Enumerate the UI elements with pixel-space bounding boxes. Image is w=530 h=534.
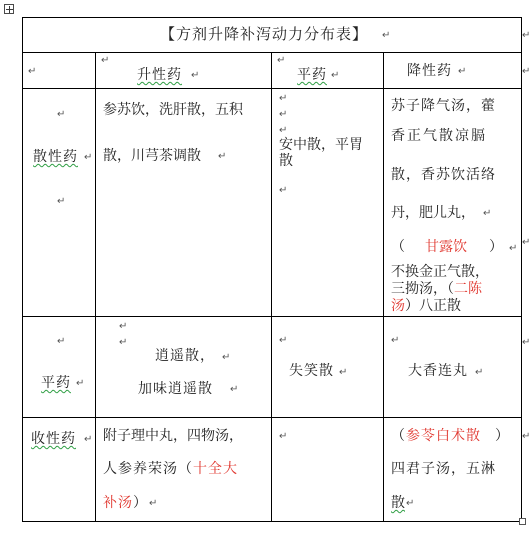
paragraph-mark: ↵ (84, 152, 93, 163)
paragraph-mark: ↵ (279, 93, 288, 104)
paragraph-mark: ↵ (279, 431, 288, 442)
paragraph-mark: ↵ (57, 336, 66, 347)
ping-sheng-line2: 加味逍遥散 (138, 381, 213, 397)
paragraph-mark: ↵ (149, 498, 158, 509)
table-title: 【方剂升降补泻动力分布表】 (160, 25, 369, 43)
table-border (22, 17, 522, 18)
paragraph-mark: ↵ (28, 66, 37, 77)
paragraph-mark: ↵ (230, 384, 239, 395)
paragraph-mark: ↵ (279, 335, 288, 346)
highlight-shenling: 参苓白术散 (406, 428, 481, 444)
paragraph-mark: ↵ (391, 335, 400, 346)
table-resize-handle[interactable] (519, 518, 526, 525)
header-sheng: 升性药 (137, 67, 182, 83)
paragraph-mark: ↵ (101, 55, 110, 66)
paragraph-mark: ↵ (191, 70, 200, 81)
paragraph-mark: ↵ (522, 237, 530, 248)
san-ping-line2: 散 (279, 153, 293, 169)
paragraph-mark: ↵ (277, 55, 286, 66)
highlight-erchen: 二陈 (454, 281, 482, 297)
table-border (22, 52, 522, 53)
table-border (22, 417, 522, 418)
paragraph-mark: ↵ (279, 185, 288, 196)
paragraph-mark: ↵ (522, 30, 530, 41)
san-jiang-line6: 不换金正气散， (391, 264, 489, 280)
paragraph-mark: ↵ (279, 109, 288, 120)
paragraph-mark: ↵ (279, 125, 288, 136)
san-jiang-line2: 香正气散凉膈 (391, 128, 487, 144)
shou-jiang-line2: 四君子汤，五淋 (391, 461, 496, 477)
table-border (22, 17, 23, 522)
paragraph-mark: ↵ (76, 378, 85, 389)
san-sheng-text1: 参苏饮，洗肝散，五积 (103, 102, 243, 118)
ping-sheng-line1: 逍遥散， (155, 348, 215, 364)
table-border (95, 52, 96, 522)
paragraph-mark: ↵ (522, 431, 530, 442)
table-border (22, 88, 522, 89)
header-jiang: 降性药 (407, 63, 452, 79)
paragraph-mark: ↵ (522, 66, 530, 77)
shou-jiang-line3: 散 (391, 495, 405, 511)
table-border (521, 17, 522, 522)
san-sheng-line1 (103, 103, 243, 117)
san-jiang-line4: 丹，肥儿丸， (391, 205, 475, 221)
paragraph-mark: ↵ (57, 109, 66, 120)
paragraph-mark: ↵ (57, 196, 66, 207)
table-border (22, 316, 522, 317)
san-jiang-line5: （ 甘露饮 ） (391, 239, 503, 255)
paragraph-mark: ↵ (84, 434, 93, 445)
shou-jiang-line1: （参苓白术散 ） (391, 428, 510, 444)
san-jiang-line7: 三拗汤，（二陈 (391, 281, 482, 297)
paragraph-mark: ↵ (406, 498, 415, 509)
paragraph-mark: ↵ (382, 30, 391, 41)
paragraph-mark: ↵ (483, 208, 492, 219)
highlight-ganluyin: 甘露饮 (425, 239, 467, 255)
shou-sheng-line3: 补汤） (103, 495, 148, 511)
paragraph-mark: ↵ (458, 66, 467, 77)
paragraph-mark: ↵ (509, 243, 518, 254)
san-sheng-line2: 散，川芎茶调散 (103, 148, 201, 164)
ping-ping-text: 失笑散 (289, 363, 334, 379)
paragraph-mark: ↵ (222, 352, 231, 363)
table-border (22, 521, 522, 522)
san-jiang-line3: 散，香苏饮活络 (391, 167, 496, 183)
shou-sheng-line1: 附子理中丸，四物汤， (103, 428, 243, 444)
paragraph-mark: ↵ (218, 151, 227, 162)
paragraph-mark: ↵ (522, 337, 530, 348)
shou-sheng-line2: 人参养荣汤（十全大 (103, 461, 238, 477)
paragraph-mark: ↵ (331, 70, 340, 81)
table-border (383, 52, 384, 522)
row-label-ping: 平药 (41, 375, 71, 391)
table-border (271, 52, 272, 522)
paragraph-mark: ↵ (339, 367, 348, 378)
paragraph-mark: ↵ (475, 367, 484, 378)
paragraph-mark: ↵ (119, 321, 128, 332)
san-jiang-line8: 汤）八正散 (391, 298, 461, 314)
ping-jiang-text: 大香连丸 (408, 363, 468, 379)
san-ping-line1: 安中散，平胃 (279, 137, 363, 153)
row-label-shou: 收性药 (31, 431, 76, 447)
row-label-san: 散性药 (33, 149, 78, 165)
table-move-handle[interactable] (4, 4, 14, 14)
san-jiang-line1: 苏子降气汤，藿 (391, 98, 496, 114)
paragraph-mark: ↵ (119, 337, 128, 348)
header-ping: 平药 (297, 67, 327, 83)
highlight-shiquan: 十全大 (193, 461, 238, 477)
